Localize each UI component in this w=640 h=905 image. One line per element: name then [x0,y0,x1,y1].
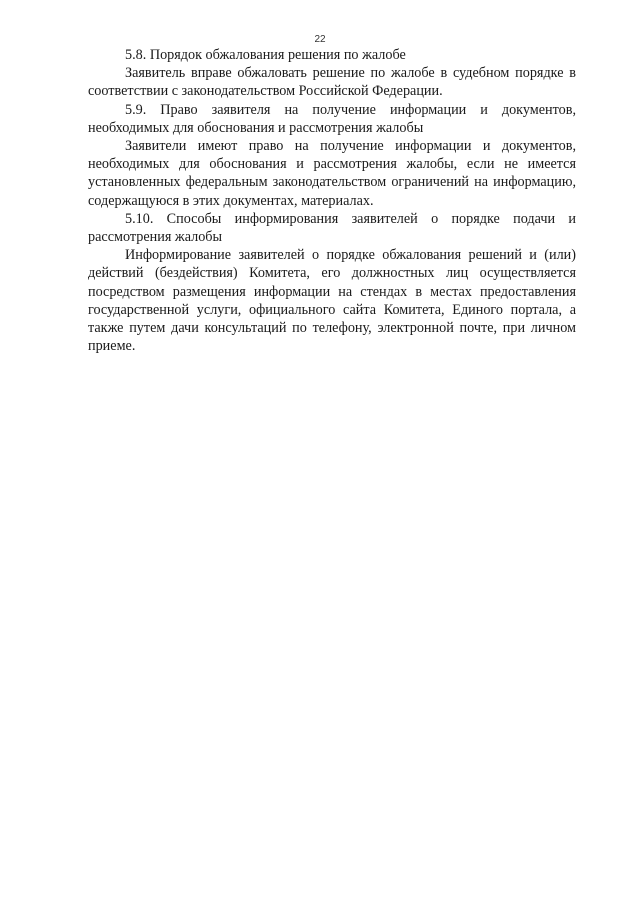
paragraph-right-to-information: Заявители имеют право на получение информации и документов, необходимых для обоснования и рассмотрения жалобы, если не имеется установленных федеральным законодательством ограничений на информацию, содержащуюся в этих документах, материалах. [88,138,576,209]
section-heading-5-9: 5.9. Право заявителя на получение информации и документов, необходимых для обоснования и рассмотрения жалобы [88,101,576,136]
page-number: 22 [314,34,326,45]
paragraph-appeal-court: Заявитель вправе обжаловать решение по жалобе в судебном порядке в соответствии с законодательством Российской Федерации. [88,65,576,100]
document-body [88,46,576,355]
paragraph-informing-methods: Информирование заявителей о порядке обжалования решений и (или) действий (бездействия) Комитета, его должностных лиц осуществляется посредством размещения информации на стендах в местах предоставления государственной услуги, официального сайта Комитета, Единого портала, а также путем дачи консультаций по телефону, электронной почте, при личном приеме. [88,247,576,355]
section-heading-5-8: 5.8. Порядок обжалования решения по жалобе [125,47,406,63]
section-heading-5-10: 5.10. Способы информирования заявителей о порядке подачи и рассмотрения жалобы [88,210,576,246]
